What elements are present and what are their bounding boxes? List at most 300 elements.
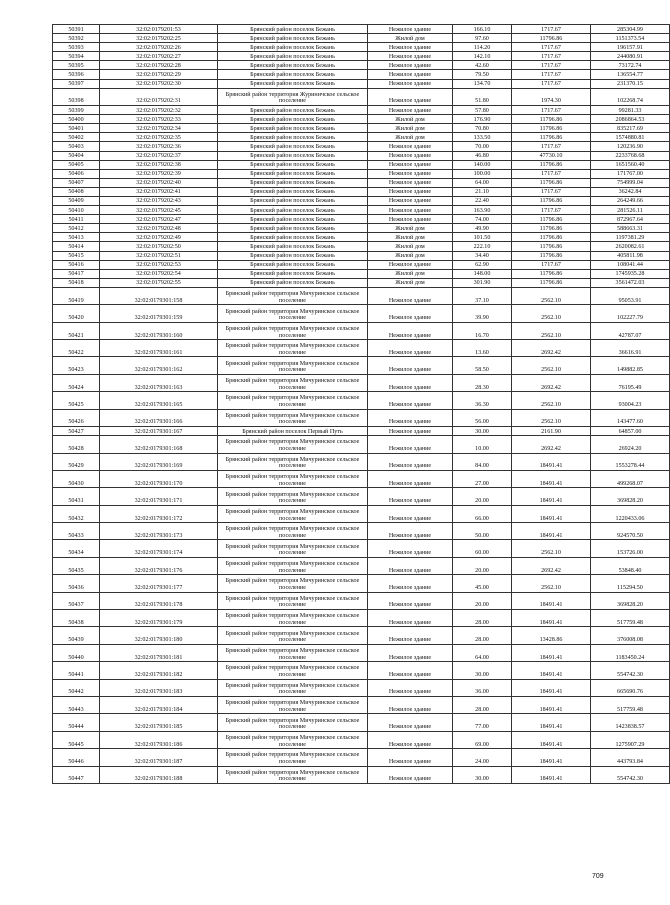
table-row xyxy=(53,34,670,43)
table-row xyxy=(53,224,670,233)
row-number-cell: 50393 xyxy=(53,43,100,52)
row-number-cell: 50408 xyxy=(53,187,100,196)
row-number-cell: 50442 xyxy=(53,679,100,696)
area-cell: 100.00 xyxy=(453,169,512,178)
object-type-cell: Нежилое здание xyxy=(368,592,453,609)
address-cell: Брянский район территория Мичуринское сельское поселение xyxy=(218,731,368,748)
cadastral-value-cell: 136554.77 xyxy=(591,70,670,79)
row-number-cell: 50418 xyxy=(53,278,100,287)
cadastral-value-cell: 149882.85 xyxy=(591,357,670,374)
object-type-cell: Нежилое здание xyxy=(368,287,453,304)
object-type-cell: Жилой дом xyxy=(368,251,453,260)
cadastral-number-cell: 32:02:0179301:170 xyxy=(100,470,218,487)
object-type-cell: Нежилое здание xyxy=(368,88,453,105)
address-cell: Брянский район поселок Бежань xyxy=(218,124,368,133)
cadastral-number-cell: 32:02:0179202:51 xyxy=(100,251,218,260)
address-cell: Брянский район территория Мичуринское сельское поселение xyxy=(218,453,368,470)
cadastral-value-cell: 1574880.81 xyxy=(591,133,670,142)
table-row xyxy=(53,340,670,357)
table-row xyxy=(53,79,670,88)
address-cell: Брянский район поселок Бежань xyxy=(218,34,368,43)
cadastral-number-cell: 32:02:0179301:171 xyxy=(100,488,218,505)
area-cell: 27.00 xyxy=(453,470,512,487)
cadastral-value-cell: 102227.79 xyxy=(591,305,670,322)
cadastral-value-cell: 754999.04 xyxy=(591,178,670,187)
cadastral-number-cell: 32:02:0179202:47 xyxy=(100,215,218,224)
table-row xyxy=(53,470,670,487)
area-cell: 49.90 xyxy=(453,224,512,233)
area-cell: 56.00 xyxy=(453,409,512,426)
cadastral-number-cell: 32:02:0179301:188 xyxy=(100,766,218,783)
address-cell: Брянский район поселок Бежань xyxy=(218,43,368,52)
object-type-cell: Жилой дом xyxy=(368,124,453,133)
cadastral-value-cell: 835217.69 xyxy=(591,124,670,133)
unit-value-cell: 18491.41 xyxy=(512,697,591,714)
object-type-cell: Нежилое здание xyxy=(368,610,453,627)
row-number-cell: 50438 xyxy=(53,610,100,627)
cadastral-value-cell: 1275907.29 xyxy=(591,731,670,748)
address-cell: Брянский район поселок Бежань xyxy=(218,224,368,233)
object-type-cell: Жилой дом xyxy=(368,115,453,124)
area-cell: 28.00 xyxy=(453,610,512,627)
unit-value-cell: 18491.41 xyxy=(512,644,591,661)
cadastral-number-cell: 32:02:0179301:181 xyxy=(100,644,218,661)
address-cell: Брянский район поселок Бежань xyxy=(218,106,368,115)
table-row xyxy=(53,374,670,391)
unit-value-cell: 18491.41 xyxy=(512,766,591,783)
cadastral-number-cell: 32:02:0179301:183 xyxy=(100,679,218,696)
unit-value-cell: 18491.41 xyxy=(512,731,591,748)
cadastral-value-cell: 285304.99 xyxy=(591,25,670,34)
row-number-cell: 50440 xyxy=(53,644,100,661)
cadastral-number-cell: 32:02:0179202:32 xyxy=(100,106,218,115)
row-number-cell: 50398 xyxy=(53,88,100,105)
cadastral-value-cell: 2086864.53 xyxy=(591,115,670,124)
row-number-cell: 50400 xyxy=(53,115,100,124)
object-type-cell: Нежилое здание xyxy=(368,749,453,766)
address-cell: Брянский район территория Мичуринское сельское поселение xyxy=(218,557,368,574)
cadastral-value-cell: 369828.20 xyxy=(591,488,670,505)
area-cell: 69.00 xyxy=(453,731,512,748)
unit-value-cell: 11796.86 xyxy=(512,215,591,224)
unit-value-cell: 2562.10 xyxy=(512,322,591,339)
row-number-cell: 50441 xyxy=(53,662,100,679)
unit-value-cell: 2562.10 xyxy=(512,357,591,374)
table-row xyxy=(53,644,670,661)
address-cell: Брянский район территория Мичуринское сельское поселение xyxy=(218,766,368,783)
table-row xyxy=(53,196,670,205)
row-number-cell: 50443 xyxy=(53,697,100,714)
address-cell: Брянский район территория Мичуринское сельское поселение xyxy=(218,697,368,714)
row-number-cell: 50409 xyxy=(53,196,100,205)
table-row xyxy=(53,187,670,196)
cadastral-value-cell: 1220433.06 xyxy=(591,505,670,522)
area-cell: 28.00 xyxy=(453,627,512,644)
row-number-cell: 50437 xyxy=(53,592,100,609)
table-row xyxy=(53,575,670,592)
object-type-cell: Нежилое здание xyxy=(368,662,453,679)
object-type-cell: Нежилое здание xyxy=(368,61,453,70)
row-number-cell: 50424 xyxy=(53,374,100,391)
table-row xyxy=(53,52,670,61)
table-row xyxy=(53,679,670,696)
table-row xyxy=(53,592,670,609)
area-cell: 77.00 xyxy=(453,714,512,731)
area-cell: 16.70 xyxy=(453,322,512,339)
address-cell: Брянский район территория Мичуринское сельское поселение xyxy=(218,436,368,453)
object-type-cell: Нежилое здание xyxy=(368,340,453,357)
cadastral-value-cell: 443793.84 xyxy=(591,749,670,766)
object-type-cell: Жилой дом xyxy=(368,269,453,278)
unit-value-cell: 1717.67 xyxy=(512,169,591,178)
cadastral-value-cell: 405811.98 xyxy=(591,251,670,260)
unit-value-cell: 2692.42 xyxy=(512,340,591,357)
unit-value-cell: 11796.86 xyxy=(512,34,591,43)
cadastral-number-cell: 32:02:0179301:169 xyxy=(100,453,218,470)
row-number-cell: 50430 xyxy=(53,470,100,487)
cadastral-value-cell: 2620082.61 xyxy=(591,242,670,251)
table-row xyxy=(53,627,670,644)
unit-value-cell: 2562.10 xyxy=(512,392,591,409)
table-row xyxy=(53,505,670,522)
cadastral-value-cell: 115294.50 xyxy=(591,575,670,592)
area-cell: 62.90 xyxy=(453,260,512,269)
area-cell: 58.50 xyxy=(453,357,512,374)
address-cell: Брянский район территория Мичуринское сельское поселение xyxy=(218,679,368,696)
row-number-cell: 50422 xyxy=(53,340,100,357)
table-row xyxy=(53,160,670,169)
unit-value-cell: 11796.86 xyxy=(512,196,591,205)
address-cell: Брянский район территория Мичуринское сельское поселение xyxy=(218,662,368,679)
area-cell: 222.10 xyxy=(453,242,512,251)
table-row xyxy=(53,427,670,436)
address-cell: Брянский район территория Мичуринское сельское поселение xyxy=(218,374,368,391)
cadastral-number-cell: 32:02:0179201:53 xyxy=(100,25,218,34)
unit-value-cell: 2562.10 xyxy=(512,305,591,322)
cadastral-number-cell: 32:02:0179202:28 xyxy=(100,61,218,70)
row-number-cell: 50406 xyxy=(53,169,100,178)
cadastral-number-cell: 32:02:0179301:184 xyxy=(100,697,218,714)
object-type-cell: Нежилое здание xyxy=(368,106,453,115)
address-cell: Брянский район территория Мичуринское сельское поселение xyxy=(218,505,368,522)
area-cell: 37.10 xyxy=(453,287,512,304)
object-type-cell: Нежилое здание xyxy=(368,160,453,169)
unit-value-cell: 11796.86 xyxy=(512,160,591,169)
unit-value-cell: 18491.41 xyxy=(512,505,591,522)
cadastral-value-cell: 36242.84 xyxy=(591,187,670,196)
object-type-cell: Нежилое здание xyxy=(368,644,453,661)
unit-value-cell: 1717.67 xyxy=(512,142,591,151)
object-type-cell: Нежилое здание xyxy=(368,322,453,339)
address-cell: Брянский район территория Мичуринское сельское поселение xyxy=(218,409,368,426)
unit-value-cell: 2562.10 xyxy=(512,575,591,592)
row-number-cell: 50446 xyxy=(53,749,100,766)
table-row xyxy=(53,151,670,160)
cadastral-value-cell: 93004.23 xyxy=(591,392,670,409)
unit-value-cell: 1717.67 xyxy=(512,43,591,52)
area-cell: 36.00 xyxy=(453,679,512,696)
area-cell: 13.60 xyxy=(453,340,512,357)
table-row xyxy=(53,305,670,322)
unit-value-cell: 11796.86 xyxy=(512,233,591,242)
table-row xyxy=(53,322,670,339)
area-cell: 20.00 xyxy=(453,592,512,609)
area-cell: 64.00 xyxy=(453,178,512,187)
cadastral-number-cell: 32:02:0179202:54 xyxy=(100,269,218,278)
table-row xyxy=(53,88,670,105)
cadastral-value-cell: 196157.91 xyxy=(591,43,670,52)
cadastral-value-cell: 517759.48 xyxy=(591,610,670,627)
row-number-cell: 50434 xyxy=(53,540,100,557)
table-row xyxy=(53,287,670,304)
address-cell: Брянский район территория Мичуринское сельское поселение xyxy=(218,627,368,644)
row-number-cell: 50403 xyxy=(53,142,100,151)
table-row xyxy=(53,278,670,287)
unit-value-cell: 1717.67 xyxy=(512,25,591,34)
table-row xyxy=(53,357,670,374)
unit-value-cell: 18491.41 xyxy=(512,714,591,731)
area-cell: 142.10 xyxy=(453,52,512,61)
cadastral-value-cell: 120236.90 xyxy=(591,142,670,151)
row-number-cell: 50396 xyxy=(53,70,100,79)
object-type-cell: Нежилое здание xyxy=(368,374,453,391)
unit-value-cell: 13428.86 xyxy=(512,627,591,644)
cadastral-number-cell: 32:02:0179202:35 xyxy=(100,133,218,142)
table-row xyxy=(53,124,670,133)
cadastral-number-cell: 32:02:0179202:40 xyxy=(100,178,218,187)
area-cell: 50.00 xyxy=(453,523,512,540)
address-cell: Брянский район поселок Бежань xyxy=(218,70,368,79)
cadastral-value-cell: 64857.00 xyxy=(591,427,670,436)
area-cell: 301.90 xyxy=(453,278,512,287)
object-type-cell: Нежилое здание xyxy=(368,557,453,574)
row-number-cell: 50439 xyxy=(53,627,100,644)
object-type-cell: Жилой дом xyxy=(368,133,453,142)
unit-value-cell: 18491.41 xyxy=(512,749,591,766)
row-number-cell: 50436 xyxy=(53,575,100,592)
object-type-cell: Нежилое здание xyxy=(368,714,453,731)
object-type-cell: Жилой дом xyxy=(368,278,453,287)
area-cell: 51.80 xyxy=(453,88,512,105)
unit-value-cell: 1717.67 xyxy=(512,106,591,115)
area-cell: 114.20 xyxy=(453,43,512,52)
address-cell: Брянский район территория Мичуринское сельское поселение xyxy=(218,749,368,766)
registry-table-container xyxy=(52,24,645,784)
row-number-cell: 50401 xyxy=(53,124,100,133)
cadastral-number-cell: 32:02:0179301:172 xyxy=(100,505,218,522)
row-number-cell: 50411 xyxy=(53,215,100,224)
cadastral-value-cell: 171767.00 xyxy=(591,169,670,178)
area-cell: 24.00 xyxy=(453,749,512,766)
row-number-cell: 50412 xyxy=(53,224,100,233)
object-type-cell: Нежилое здание xyxy=(368,305,453,322)
cadastral-number-cell: 32:02:0179202:48 xyxy=(100,224,218,233)
cadastral-value-cell: 665690.76 xyxy=(591,679,670,696)
table-row xyxy=(53,662,670,679)
address-cell: Брянский район поселок Бежань xyxy=(218,61,368,70)
table-row xyxy=(53,436,670,453)
row-number-cell: 50392 xyxy=(53,34,100,43)
area-cell: 57.80 xyxy=(453,106,512,115)
address-cell: Брянский район территория Мичуринское сельское поселение xyxy=(218,488,368,505)
unit-value-cell: 18491.41 xyxy=(512,662,591,679)
page-number: 709 xyxy=(592,873,604,880)
unit-value-cell: 2692.42 xyxy=(512,436,591,453)
row-number-cell: 50417 xyxy=(53,269,100,278)
cadastral-value-cell: 2233768.68 xyxy=(591,151,670,160)
cadastral-number-cell: 32:02:0179202:53 xyxy=(100,260,218,269)
address-cell: Брянский район территория Мичуринское сельское поселение xyxy=(218,357,368,374)
unit-value-cell: 18491.41 xyxy=(512,470,591,487)
object-type-cell: Нежилое здание xyxy=(368,409,453,426)
cadastral-value-cell: 1423838.57 xyxy=(591,714,670,731)
row-number-cell: 50397 xyxy=(53,79,100,88)
address-cell: Брянский район территория Мичуринское сельское поселение xyxy=(218,523,368,540)
unit-value-cell: 1717.67 xyxy=(512,52,591,61)
unit-value-cell: 11796.86 xyxy=(512,133,591,142)
cadastral-value-cell: 36616.91 xyxy=(591,340,670,357)
unit-value-cell: 2161.90 xyxy=(512,427,591,436)
unit-value-cell: 1717.67 xyxy=(512,260,591,269)
area-cell: 163.90 xyxy=(453,206,512,215)
cadastral-value-cell: 102268.74 xyxy=(591,88,670,105)
object-type-cell: Нежилое здание xyxy=(368,43,453,52)
object-type-cell: Нежилое здание xyxy=(368,70,453,79)
row-number-cell: 50428 xyxy=(53,436,100,453)
row-number-cell: 50433 xyxy=(53,523,100,540)
cadastral-number-cell: 32:02:0179301:167 xyxy=(100,427,218,436)
cadastral-number-cell: 32:02:0179301:178 xyxy=(100,592,218,609)
cadastral-value-cell: 3561472.03 xyxy=(591,278,670,287)
unit-value-cell: 1974.30 xyxy=(512,88,591,105)
table-row xyxy=(53,106,670,115)
cadastral-value-cell: 281526.11 xyxy=(591,206,670,215)
address-cell: Брянский район поселок Бежань xyxy=(218,142,368,151)
cadastral-value-cell: 53848.40 xyxy=(591,557,670,574)
address-cell: Брянский район поселок Бежань xyxy=(218,206,368,215)
row-number-cell: 50447 xyxy=(53,766,100,783)
cadastral-value-cell: 554742.30 xyxy=(591,662,670,679)
cadastral-number-cell: 32:02:0179301:174 xyxy=(100,540,218,557)
unit-value-cell: 11796.86 xyxy=(512,115,591,124)
cadastral-value-cell: 42787.07 xyxy=(591,322,670,339)
cadastral-value-cell: 517759.48 xyxy=(591,697,670,714)
row-number-cell: 50391 xyxy=(53,25,100,34)
address-cell: Брянский район территория Мичуринское сельское поселение xyxy=(218,322,368,339)
row-number-cell: 50414 xyxy=(53,242,100,251)
object-type-cell: Нежилое здание xyxy=(368,627,453,644)
table-row xyxy=(53,260,670,269)
address-cell: Брянский район поселок Бежань xyxy=(218,233,368,242)
unit-value-cell: 18491.41 xyxy=(512,488,591,505)
cadastral-value-cell: 1651560.40 xyxy=(591,160,670,169)
object-type-cell: Нежилое здание xyxy=(368,731,453,748)
cadastral-value-cell: 369828.20 xyxy=(591,592,670,609)
table-row xyxy=(53,169,670,178)
table-row xyxy=(53,70,670,79)
object-type-cell: Нежилое здание xyxy=(368,178,453,187)
object-type-cell: Нежилое здание xyxy=(368,260,453,269)
cadastral-value-cell: 1745935.28 xyxy=(591,269,670,278)
table-row xyxy=(53,115,670,124)
cadastral-number-cell: 32:02:0179202:41 xyxy=(100,187,218,196)
area-cell: 60.00 xyxy=(453,540,512,557)
address-cell: Брянский район поселок Бежань xyxy=(218,215,368,224)
address-cell: Брянский район поселок Бежань xyxy=(218,160,368,169)
area-cell: 84.00 xyxy=(453,453,512,470)
unit-value-cell: 11796.86 xyxy=(512,224,591,233)
row-number-cell: 50402 xyxy=(53,133,100,142)
address-cell: Брянский район территория Мичуринское сельское поселение xyxy=(218,470,368,487)
cadastral-value-cell: 73172.74 xyxy=(591,61,670,70)
area-cell: 45.00 xyxy=(453,575,512,592)
address-cell: Брянский район территория Мичуринское сельское поселение xyxy=(218,340,368,357)
row-number-cell: 50429 xyxy=(53,453,100,470)
object-type-cell: Нежилое здание xyxy=(368,25,453,34)
unit-value-cell: 2562.10 xyxy=(512,287,591,304)
unit-value-cell: 11796.86 xyxy=(512,251,591,260)
unit-value-cell: 2692.42 xyxy=(512,374,591,391)
table-row xyxy=(53,714,670,731)
table-row xyxy=(53,392,670,409)
area-cell: 21.10 xyxy=(453,187,512,196)
table-row xyxy=(53,215,670,224)
cadastral-number-cell: 32:02:0179301:165 xyxy=(100,392,218,409)
row-number-cell: 50404 xyxy=(53,151,100,160)
cadastral-value-cell: 76195.49 xyxy=(591,374,670,391)
row-number-cell: 50394 xyxy=(53,52,100,61)
object-type-cell: Нежилое здание xyxy=(368,505,453,522)
row-number-cell: 50416 xyxy=(53,260,100,269)
row-number-cell: 50421 xyxy=(53,322,100,339)
cadastral-value-cell: 1151373.54 xyxy=(591,34,670,43)
cadastral-value-cell: 1553278.44 xyxy=(591,453,670,470)
cadastral-number-cell: 32:02:0179301:159 xyxy=(100,305,218,322)
cadastral-number-cell: 32:02:0179301:185 xyxy=(100,714,218,731)
row-number-cell: 50405 xyxy=(53,160,100,169)
object-type-cell: Нежилое здание xyxy=(368,52,453,61)
object-type-cell: Нежилое здание xyxy=(368,392,453,409)
address-cell: Брянский район территория Журиничское сельское поселение xyxy=(218,88,368,105)
area-cell: 66.00 xyxy=(453,505,512,522)
area-cell: 64.00 xyxy=(453,644,512,661)
area-cell: 97.60 xyxy=(453,34,512,43)
object-type-cell: Нежилое здание xyxy=(368,187,453,196)
cadastral-number-cell: 32:02:0179301:180 xyxy=(100,627,218,644)
cadastral-number-cell: 32:02:0179301:179 xyxy=(100,610,218,627)
table-row xyxy=(53,242,670,251)
address-cell: Брянский район поселок Бежань xyxy=(218,25,368,34)
area-cell: 133.50 xyxy=(453,133,512,142)
unit-value-cell: 18491.41 xyxy=(512,592,591,609)
object-type-cell: Нежилое здание xyxy=(368,540,453,557)
area-cell: 79.50 xyxy=(453,70,512,79)
table-row xyxy=(53,25,670,34)
address-cell: Брянский район поселок Бежань xyxy=(218,151,368,160)
row-number-cell: 50431 xyxy=(53,488,100,505)
table-row xyxy=(53,731,670,748)
row-number-cell: 50444 xyxy=(53,714,100,731)
area-cell: 28.30 xyxy=(453,374,512,391)
area-cell: 28.00 xyxy=(453,697,512,714)
cadastral-value-cell: 1197381.29 xyxy=(591,233,670,242)
cadastral-number-cell: 32:02:0179301:161 xyxy=(100,340,218,357)
unit-value-cell: 2562.10 xyxy=(512,540,591,557)
cadastral-number-cell: 32:02:0179202:30 xyxy=(100,79,218,88)
address-cell: Брянский район территория Мичуринское сельское поселение xyxy=(218,287,368,304)
address-cell: Брянский район поселок Бежань xyxy=(218,251,368,260)
area-cell: 176.90 xyxy=(453,115,512,124)
